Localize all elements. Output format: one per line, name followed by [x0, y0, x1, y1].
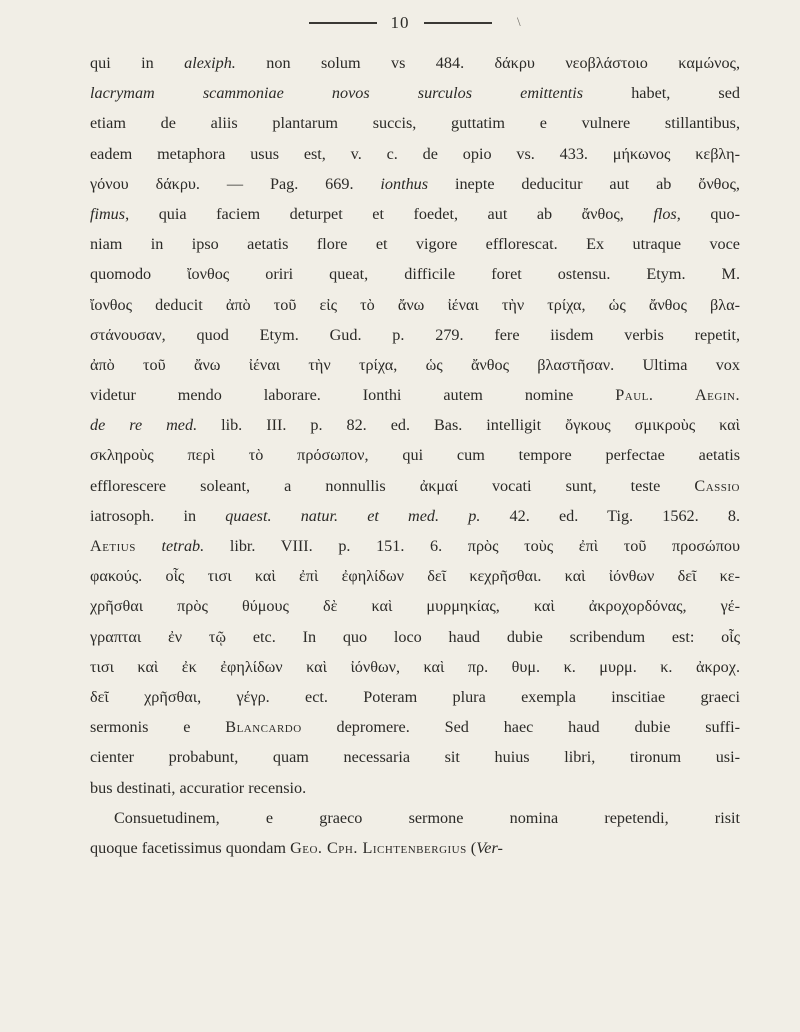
author-name: Geo. Cph. Lichtenbergius	[290, 838, 467, 857]
italic-text: quaest. natur. et med. p.	[225, 506, 481, 525]
line-text: , quia faciem deturpet et foedet, aut ab ἄνθος,	[125, 204, 654, 223]
text-line	[90, 471, 740, 501]
line-text: videtur mendo laborare. Ionthi autem nomine	[90, 386, 616, 405]
italic-text: fimus	[90, 204, 126, 223]
author-name: Blancardo	[225, 718, 302, 737]
italic-text: flos	[653, 204, 677, 223]
text-line	[90, 622, 740, 652]
text-line	[90, 531, 740, 561]
text-line	[90, 501, 740, 531]
text-line	[90, 561, 740, 591]
italic-text: lacrymam scammoniae novos surculos emittentis	[90, 84, 584, 103]
text-line	[90, 199, 740, 229]
text-line	[90, 108, 740, 138]
line-text: , quo-	[676, 204, 740, 223]
italic-text: ionthus	[380, 174, 429, 193]
italic-text: Ver-	[476, 838, 503, 857]
line-text: (	[466, 838, 477, 857]
text-line	[90, 652, 740, 682]
line-text: sermonis e	[90, 718, 226, 737]
text-line	[90, 591, 740, 621]
text-line	[90, 48, 740, 78]
page-number: 10	[390, 13, 410, 32]
author-name: Aetius	[90, 537, 136, 555]
line-text: quomodo ἴονθος oriri queat, difficile foret ostensu. Etym. M.	[90, 265, 740, 284]
line-text: ἀπὸ τοῦ ἄνω ἰέναι τὴν τρίχα, ὡς ἄνθος βλαστῆσαν. Ultima vox	[90, 355, 740, 374]
text-line	[90, 139, 740, 169]
line-text: φακούς. οἷς τισι καὶ ἐπὶ ἐφηλίδων δεῖ κεχρῆσθαι. καὶ ἰόνθων δεῖ κε-	[90, 567, 740, 586]
italic-text: tetrab.	[161, 537, 205, 555]
line-text: inepte deducitur aut ab ὄνθος,	[428, 174, 740, 193]
text-line	[90, 259, 740, 289]
italic-text: de re med.	[90, 416, 198, 435]
text-line	[90, 682, 740, 712]
text-body	[90, 48, 740, 863]
line-text: non solum vs 484. δάκρυ νεοβλάστοιο καμώνος,	[235, 54, 741, 72]
line-text: Consuetudinem, e graeco sermone nomina repetendi, risit	[114, 808, 740, 827]
text-line	[90, 320, 740, 350]
line-text: habet, sed	[583, 84, 741, 103]
line-text: στάνουσαν, quod Etym. Gud. p. 279. fere iisdem verbis repetit,	[90, 325, 740, 344]
author-name: Cassio	[694, 476, 740, 495]
text-line	[90, 290, 740, 320]
line-text: quoque facetissimus quondam	[90, 838, 291, 857]
line-text: τισι καὶ ἐκ ἐφηλίδων καὶ ἰόνθων, καὶ πρ. θυμ. κ. μυρμ. κ. ἀκροχ.	[90, 657, 740, 676]
text-line	[90, 169, 740, 199]
text-line	[90, 229, 740, 259]
line-text: 42. ed. Tig. 1562. 8.	[480, 506, 740, 525]
line-text: etiam de aliis plantarum succis, guttatim e vulnere stillantibus,	[90, 114, 740, 133]
line-text: δεῖ χρῆσθαι, γέγρ. ect. Poteram plura exempla inscitiae graeci	[90, 687, 740, 706]
text-line	[90, 773, 740, 803]
text-line	[90, 440, 740, 470]
italic-text: alexiph.	[184, 54, 236, 72]
author-name: Paul. Aegin.	[615, 386, 740, 405]
line-text: niam in ipso aetatis flore et vigore efflorescat. Ex utraque voce	[90, 235, 740, 254]
line-text: efflorescere soleant, a nonnullis ἀκμαί vocati sunt, teste	[90, 476, 695, 495]
line-text: iatrosoph. in	[90, 506, 226, 525]
line-text: γόνου δάκρυ. — Pag. 669.	[90, 174, 381, 193]
line-text: lib. III. p. 82. ed. Bas. intelligit ὄγκους σμικροὺς καὶ	[197, 416, 740, 435]
margin-mark: \	[517, 14, 521, 29]
line-text: depromere. Sed haec haud dubie suffi-	[301, 718, 740, 737]
text-line	[90, 410, 740, 440]
text-line	[90, 803, 740, 833]
text-line	[90, 833, 740, 863]
line-text: libr. VIII. p. 151. 6. πρὸς τοὺς ἐπὶ τοῦ προσώπου	[204, 537, 740, 555]
line-text	[136, 537, 162, 555]
header-rule-right	[424, 22, 492, 24]
line-text: cienter probabunt, quam necessaria sit huius libri, tironum usi-	[90, 748, 740, 767]
text-line	[90, 78, 740, 108]
text-line	[90, 712, 740, 742]
text-line	[90, 350, 740, 380]
line-text: σκληροὺς περὶ τὸ πρόσωπον, qui cum tempore perfectae aetatis	[90, 446, 740, 465]
header-rule-left	[309, 22, 377, 24]
page-header	[0, 8, 800, 38]
line-text: qui in	[90, 54, 185, 72]
line-text: eadem metaphora usus est, v. c. de opio vs. 433. μήκωνος κεβλη-	[90, 144, 740, 163]
line-text: γραπται ἐν τῷ etc. In quo loco haud dubie scribendum est: οἷς	[90, 627, 740, 646]
line-text: ἴονθος deducit ἀπὸ τοῦ εἰς τὸ ἄνω ἰέναι τὴν τρίχα, ὡς ἄνθος βλα-	[90, 295, 740, 314]
line-text: χρῆσθαι πρὸς θύμους δὲ καὶ μυρμηκίας, καὶ ἀκροχορδόνας, γέ-	[90, 597, 740, 616]
line-text: bus destinati, accuratior recensio.	[90, 778, 307, 797]
text-line	[90, 742, 740, 772]
text-line	[90, 380, 740, 410]
